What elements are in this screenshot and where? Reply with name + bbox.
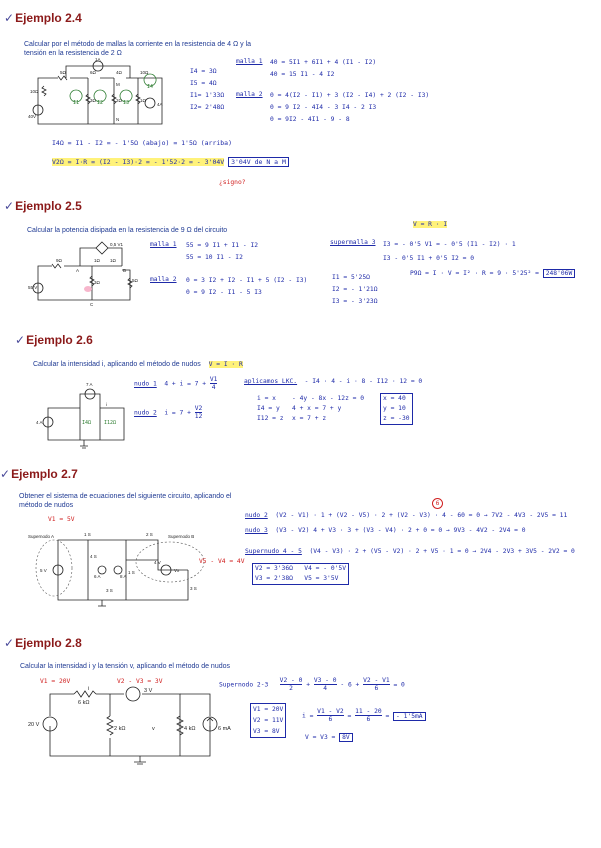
ex27-super: Supernudo 4 - 5 (V4 - V3) · 2 + (V5 - V2) · 2 + V5 · 1 = 0 → 2V4 - 2V3 + 3V5 - 2V2 = 0 bbox=[245, 548, 575, 555]
ex24-label-r2: 6Ω bbox=[90, 70, 96, 75]
ex24-label-i4: I4 bbox=[147, 84, 154, 90]
ex25-label-dep: 0,5 V1 bbox=[110, 242, 124, 247]
ex28-circuit bbox=[30, 686, 230, 766]
ex27-label-s1: 1 S bbox=[84, 532, 91, 537]
ex25-label-r5: 5Ω bbox=[132, 278, 138, 283]
ex24-label-r6: 10Ω bbox=[30, 89, 39, 94]
ex27-prompt: Obtener el sistema de ecuaciones del siguiente circuito, aplicando el método de nudos bbox=[19, 493, 232, 509]
ex24-malla1: 40 = 5I1 + 6I1 + 4 (I1 - I2) 40 = 15 I1 - 4 I2 bbox=[270, 59, 377, 78]
ex25-label-r9: 9Ω bbox=[56, 258, 62, 263]
ex24-label-v1: 40V bbox=[28, 114, 37, 119]
ex25-vir: V = R · I bbox=[413, 221, 448, 228]
ex25-label-r1b: 1Ω bbox=[110, 258, 116, 263]
ex28-label-v: v bbox=[152, 726, 155, 732]
ex27-label-a6: 6 A bbox=[94, 574, 101, 579]
ex28-label-v3: 3 V bbox=[144, 688, 153, 694]
ex24-label-r8: 4A bbox=[157, 102, 163, 107]
ex27-label-sn-a: Supernodo A bbox=[28, 534, 55, 539]
ex28-label-r6: 6 kΩ bbox=[78, 700, 90, 706]
ex24-circuit bbox=[30, 58, 178, 130]
ex27-circuit bbox=[28, 530, 208, 610]
ex28-label-i: i bbox=[88, 686, 90, 692]
ex25-label-v: 55 V bbox=[28, 285, 38, 290]
ex26-circuit bbox=[36, 380, 130, 450]
ex28-label-r4: 4 kΩ bbox=[184, 726, 196, 732]
ex25-power-box: 248'06W bbox=[543, 269, 576, 278]
ex28-v2v3: V2 - V3 = 3V bbox=[117, 678, 163, 685]
ex25-malla1-label: malla 1 bbox=[150, 241, 177, 248]
ex24-label-r7: 1Ω bbox=[140, 98, 146, 103]
ex27-circled-6: 6 bbox=[432, 498, 443, 509]
ex25-malla2: 0 = 3 I2 + I2 - I1 + 5 (I2 - I3) 0 = 9 I2 - I1 - 5 I3 bbox=[186, 277, 308, 296]
ex27-label-v4: 4 V bbox=[154, 560, 161, 565]
ex24-label-n: N bbox=[116, 117, 120, 122]
ex25-label-a: A bbox=[76, 268, 80, 273]
ex27-label-s4: 4 S bbox=[90, 554, 97, 559]
ex27-label-s3: 3 S bbox=[106, 588, 113, 593]
ex25-malla2-label: malla 2 bbox=[150, 276, 177, 283]
ex27-label-s2b: 1 S bbox=[128, 570, 135, 575]
ex25-title: ✓Ejemplo 2.5 bbox=[4, 199, 82, 213]
ex25-supermalla: I3 = - 0'5 V1 = - 0'5 (I1 - I2) · 1 I3 - 0'5 I1 + 0'5 I2 = 0 bbox=[383, 241, 516, 262]
ex24-i4r-line: I4Ω = I1 - I2 = - 1'5Ω (abajo) = 1'5Ω (arriba) bbox=[52, 139, 233, 147]
ex25-label-r3: 3Ω bbox=[94, 280, 100, 285]
ex26-sys-left: i = x I4 = y I12 = z bbox=[257, 395, 284, 422]
ex24-malla2: 0 = 4(I2 - I1) + 3 (I2 - I4) + 2 (I2 - I3) 0 = 9 I2 - 4I4 - 3 I4 - 2 I3 0 = 9I2 - 4I1 - 9 - 8 bbox=[270, 92, 430, 123]
ex28-i: i = $\frac{V1 - V2}{6}$ = $\frac{11 - 20}{6}$ = - 1'5mA bbox=[302, 708, 426, 723]
ex28-i-box: - 1'5mA bbox=[393, 712, 426, 721]
ex28-label-ma: 6 mA bbox=[218, 726, 231, 732]
ex25-malla1: 55 = 9 I1 + I1 - I2 55 = 10 I1 - I2 bbox=[186, 242, 259, 261]
ex24-title: ✓Ejemplo 2.4 bbox=[4, 11, 82, 25]
ex28-v: V = V3 = 8V bbox=[305, 733, 353, 742]
ex26-label-a: 7 A bbox=[86, 382, 93, 387]
ex24-label-i2: I2 bbox=[97, 100, 104, 106]
ex28-label-v20: 20 V bbox=[28, 722, 40, 728]
ex27-label-sn-b: Supernodo B bbox=[168, 534, 195, 539]
ex24-label-r1: 5Ω bbox=[60, 70, 66, 75]
ex27-label-a8: 8 A bbox=[120, 574, 127, 579]
ex27-title: ✓Ejemplo 2.7 bbox=[0, 467, 78, 481]
ex25-circuit bbox=[30, 238, 140, 308]
ex26-label-i4: I4Ω bbox=[82, 420, 92, 426]
ex28-prompt: Calcular la intensidad i y la tensión v, aplicando el método de nudos bbox=[20, 663, 230, 670]
ex24-givens: I4 = 3Ω I5 = 4Ω I1= 1'33Ω I2= 2'48Ω bbox=[190, 68, 225, 111]
ex25-prompt: Calcular la potencia disipada en la resistencia de 9 Ω del circuito bbox=[27, 227, 228, 234]
ex25-power: P9Ω = I · V = I² · R = 9 · 5'25² = 248'06W bbox=[410, 269, 575, 278]
ex27-v5: V5 - V4 = 4V bbox=[199, 558, 245, 565]
ex27-nudo2: nudo 2 (V2 - V1) · 1 + (V2 - V5) · 2 + (V2 - V3) · 4 - 60 = 0 → 7V2 - 4V3 - 2V5 = 11 bbox=[245, 512, 568, 519]
ex24-label-i3: I3 bbox=[123, 100, 130, 106]
ex25-results: I1 = 5'25Ω I2 = - 1'21Ω I3 = - 3'23Ω bbox=[332, 274, 378, 305]
ex25-label-b: B bbox=[123, 268, 127, 273]
ex28-v1: V1 = 20V bbox=[40, 678, 71, 685]
ex26-nudo1: nudo 1 4 + i = 7 + $\frac{V1}{4}$ bbox=[134, 376, 218, 391]
ex25-label-r1: 1Ω bbox=[94, 258, 100, 263]
ex28-results: V1 = 20V V2 = 11V V3 = 8V bbox=[250, 703, 286, 738]
ex26-prompt: Calcular la intensidad i, aplicando el método de nudos V = I · R bbox=[33, 361, 243, 368]
ex27-nudo3: nudo 3 (V3 - V2) 4 + V3 · 3 + (V3 - V4) · 2 + 0 = 0 → 9V3 - 4V2 - 2V4 = 0 bbox=[245, 527, 526, 534]
ex24-label-r5: 2Ω bbox=[116, 98, 122, 103]
ex24-label-r3: 4Ω bbox=[116, 70, 122, 75]
ex24-label-src: 1A bbox=[95, 57, 101, 62]
ex24-prompt: Calcular por el método de mallas la corriente en la resistencia de 4 Ω y la tensión en la resistencia de 2 Ω bbox=[24, 41, 252, 57]
ex26-label-i12: I12Ω bbox=[104, 420, 117, 426]
ex26-sys-res: x = 40 y = 10 z = -30 bbox=[380, 393, 413, 425]
ex24-signo: ¿signo? bbox=[219, 179, 246, 186]
ex28-eq: Supernodo 2-3 $\frac{V2 - 0}{2}$ + $\frac{V3 - 0}{4}$ - 6 + $\frac{V2 - V1}{6}$ = 0 bbox=[219, 677, 405, 692]
ex27-label-s2: 2 S bbox=[146, 532, 153, 537]
ex26-nudo2: nudo 2 i = 7 + $\frac{V2}{12}$ bbox=[134, 405, 203, 420]
ex26-sys-mid: - 4y - 8x - 12z = 0 4 + x = 7 + y x = 7 + z bbox=[292, 395, 365, 422]
ex27-label-v5: 5 V bbox=[40, 568, 47, 573]
ex26-label-b: 4 A bbox=[36, 420, 43, 425]
ex27-label-vx: Vx bbox=[174, 568, 180, 573]
ex24-malla2-label: malla 2 bbox=[236, 91, 263, 98]
ex26-title: ✓Ejemplo 2.6 bbox=[15, 333, 93, 347]
ex26-lkc: aplicamos LKC. - I4 · 4 - i · 8 - I12 · 12 = 0 bbox=[244, 378, 423, 385]
ex25-supermalla-label: supermalla 3 bbox=[330, 239, 376, 246]
ex28-label-r2: 2 kΩ bbox=[114, 726, 126, 732]
ex24-v2r-box: 3'04V de N a M bbox=[228, 157, 289, 167]
ex27-v1: V1 = 5V bbox=[48, 516, 75, 523]
ex27-results: V2 = 3'36Ω V4 = - 0'5V V3 = 2'38Ω V5 = 3'5V bbox=[252, 563, 349, 585]
ex27-label-s1b: 3 S bbox=[190, 586, 197, 591]
ex26-label-i: i bbox=[106, 402, 107, 407]
ex24-malla1-label: malla 1 bbox=[236, 58, 263, 65]
ex24-label-i1: I1 bbox=[73, 100, 80, 106]
ex24-v2r-line: V2Ω = I·R = (I2 - I3)·2 = - 1'52·2 = - 3'04V 3'04V de N a M bbox=[52, 158, 289, 167]
ex28-title: ✓Ejemplo 2.8 bbox=[4, 636, 82, 650]
ex24-label-r9: 10Ω bbox=[140, 70, 149, 75]
ex25-label-c: C bbox=[90, 302, 94, 307]
ex24-label-r4: 3Ω bbox=[90, 98, 96, 103]
ex24-label-m: M bbox=[116, 82, 120, 87]
ex28-v-box: 8V bbox=[339, 733, 353, 742]
